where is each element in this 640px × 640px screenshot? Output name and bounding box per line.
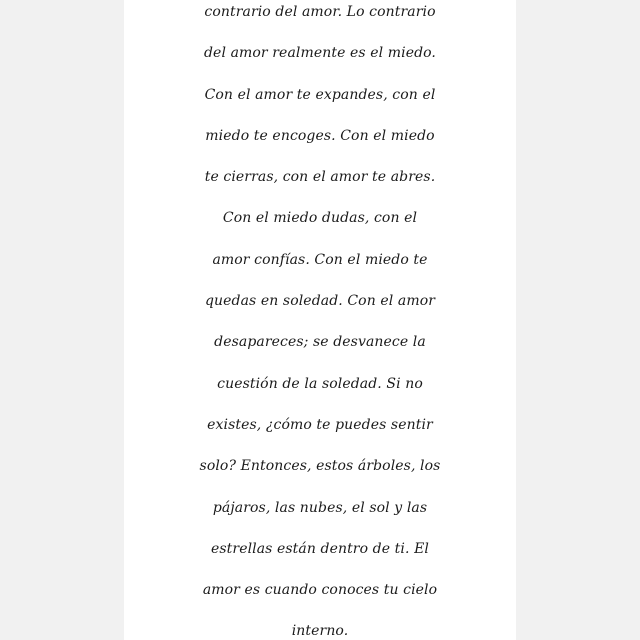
passage-text xyxy=(124,0,516,640)
passage-line: estrellas están dentro de ti. El xyxy=(211,540,429,557)
passage-line: interno. xyxy=(291,623,349,640)
passage-line: pájaros, las nubes, el sol y las xyxy=(212,499,428,516)
passage-line: amor confías. Con el miedo te xyxy=(212,251,428,268)
passage-line: te cierras, con el amor te abres. xyxy=(204,169,436,186)
passage-line: quedas en soledad. Con el amor xyxy=(204,293,436,310)
passage-line: solo? Entonces, estos árboles, los xyxy=(199,458,441,475)
text-page xyxy=(124,0,516,640)
passage-line: existes, ¿cómo te puedes sentir xyxy=(207,416,433,433)
passage-line: amor es cuando conoces tu cielo xyxy=(202,582,438,599)
passage-line: miedo te encoges. Con el miedo xyxy=(205,127,435,144)
passage-line: Con el miedo dudas, con el xyxy=(222,210,418,227)
passage-line: del amor realmente es el miedo. xyxy=(204,45,436,62)
passage-line: cuestión de la soledad. Si no xyxy=(217,375,423,392)
passage-line: desapareces; se desvanece la xyxy=(214,334,426,351)
passage-line: Con el amor te expandes, con el xyxy=(204,86,436,103)
passage-line: contrario del amor. Lo contrario xyxy=(204,4,436,20)
